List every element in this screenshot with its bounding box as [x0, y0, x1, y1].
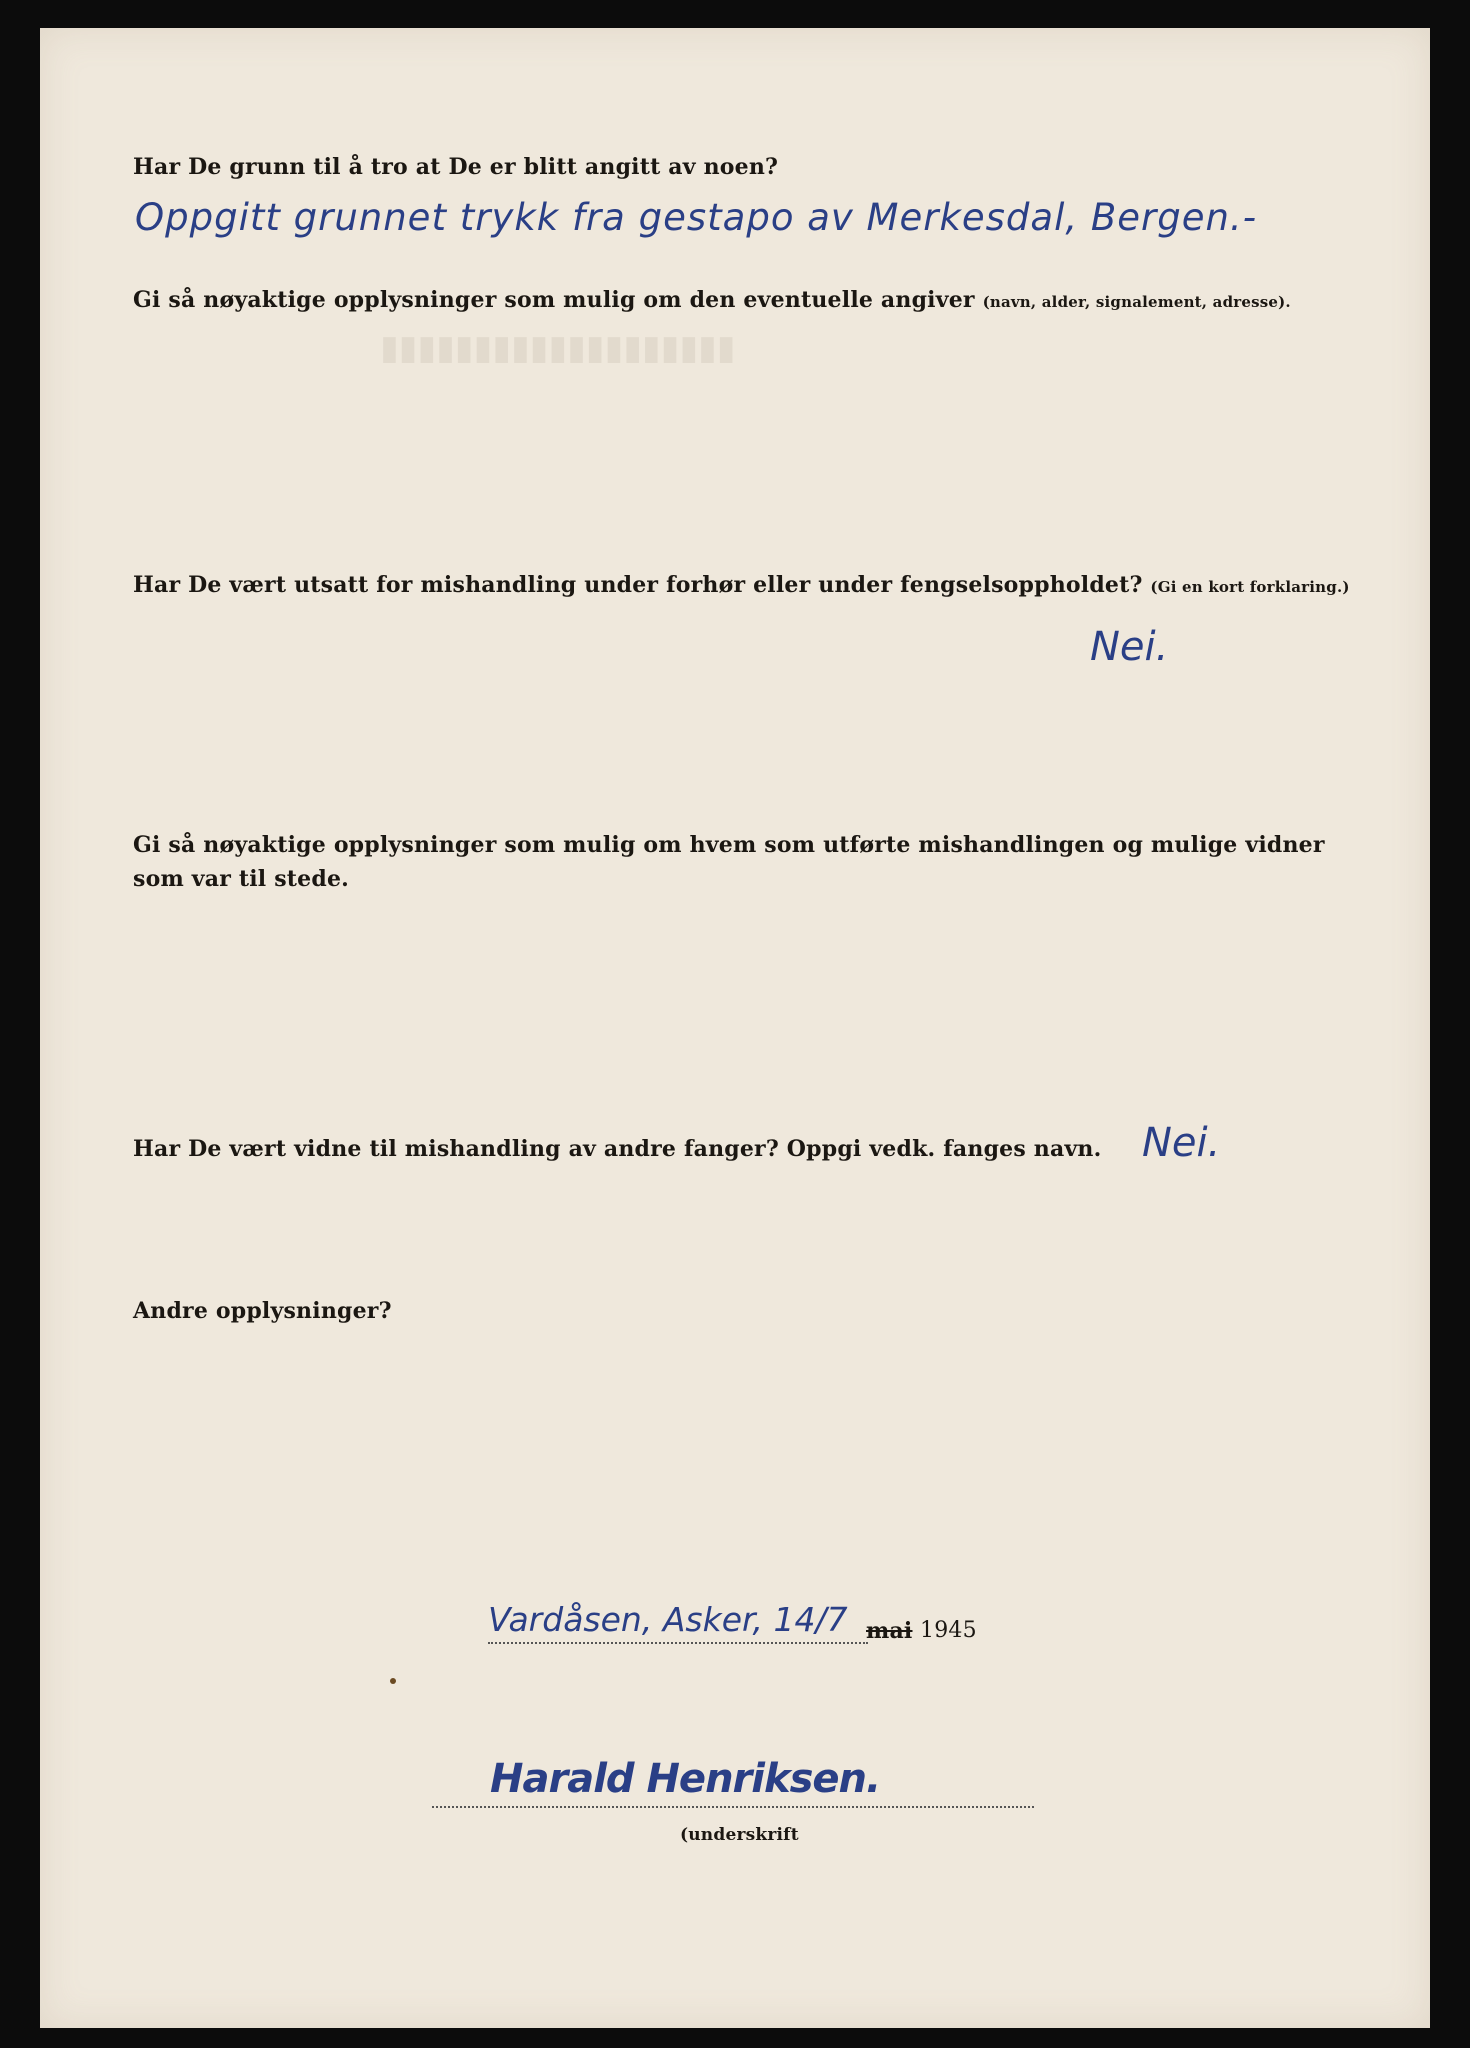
date-year: 1945	[920, 1618, 977, 1643]
signature-label: (underskrift	[680, 1825, 799, 1845]
answer-witness: Nei.	[1142, 1120, 1221, 1166]
place-date-line	[488, 1642, 868, 1644]
question-other-info: Andre opplysninger?	[133, 1298, 392, 1324]
ink-dot	[390, 1678, 396, 1684]
bleed-through-mark: ▮▮▮▮▮▮▮▮▮▮▮▮▮▮▮▮▮▮▮	[380, 328, 736, 368]
signature: Harald Henriksen.	[490, 1756, 881, 1802]
form-page	[40, 28, 1430, 2028]
signature-line	[432, 1806, 1034, 1808]
answer-denounced: Oppgitt grunnet trykk fra gestapo av Merkesdal, Bergen.-	[135, 196, 1258, 239]
question-mistreatment-note: (Gi en kort forklaring.)	[1150, 578, 1350, 596]
question-perpetrators: Gi så nøyaktige opplysninger som mulig om hvem som utførte mishandlingen og mulige vidner som var til stede.	[133, 832, 1325, 892]
place-date: Vardåsen, Asker, 14/7	[488, 1600, 848, 1639]
question-denounced: Har De grunn til å tro at De er blitt angitt av noen?	[133, 154, 779, 180]
question-informant-details	[133, 283, 1291, 319]
question-witness: Har De vært vidne til mishandling av andre fanger? Oppgi vedk. fanges navn.	[133, 1136, 1102, 1162]
question-informant-main: Gi så nøyaktige opplysninger som mulig om den eventuelle angiver	[133, 287, 975, 313]
question-informant-note: (navn, alder, signalement, adresse).	[982, 293, 1291, 311]
question-mistreatment	[133, 568, 1433, 604]
question-mistreatment-main: Har De vært utsatt for mishandling under forhør eller under fengselsoppholdet?	[133, 572, 1143, 598]
date-month-struck: mai	[866, 1618, 913, 1644]
answer-mistreatment: Nei.	[1090, 624, 1169, 670]
